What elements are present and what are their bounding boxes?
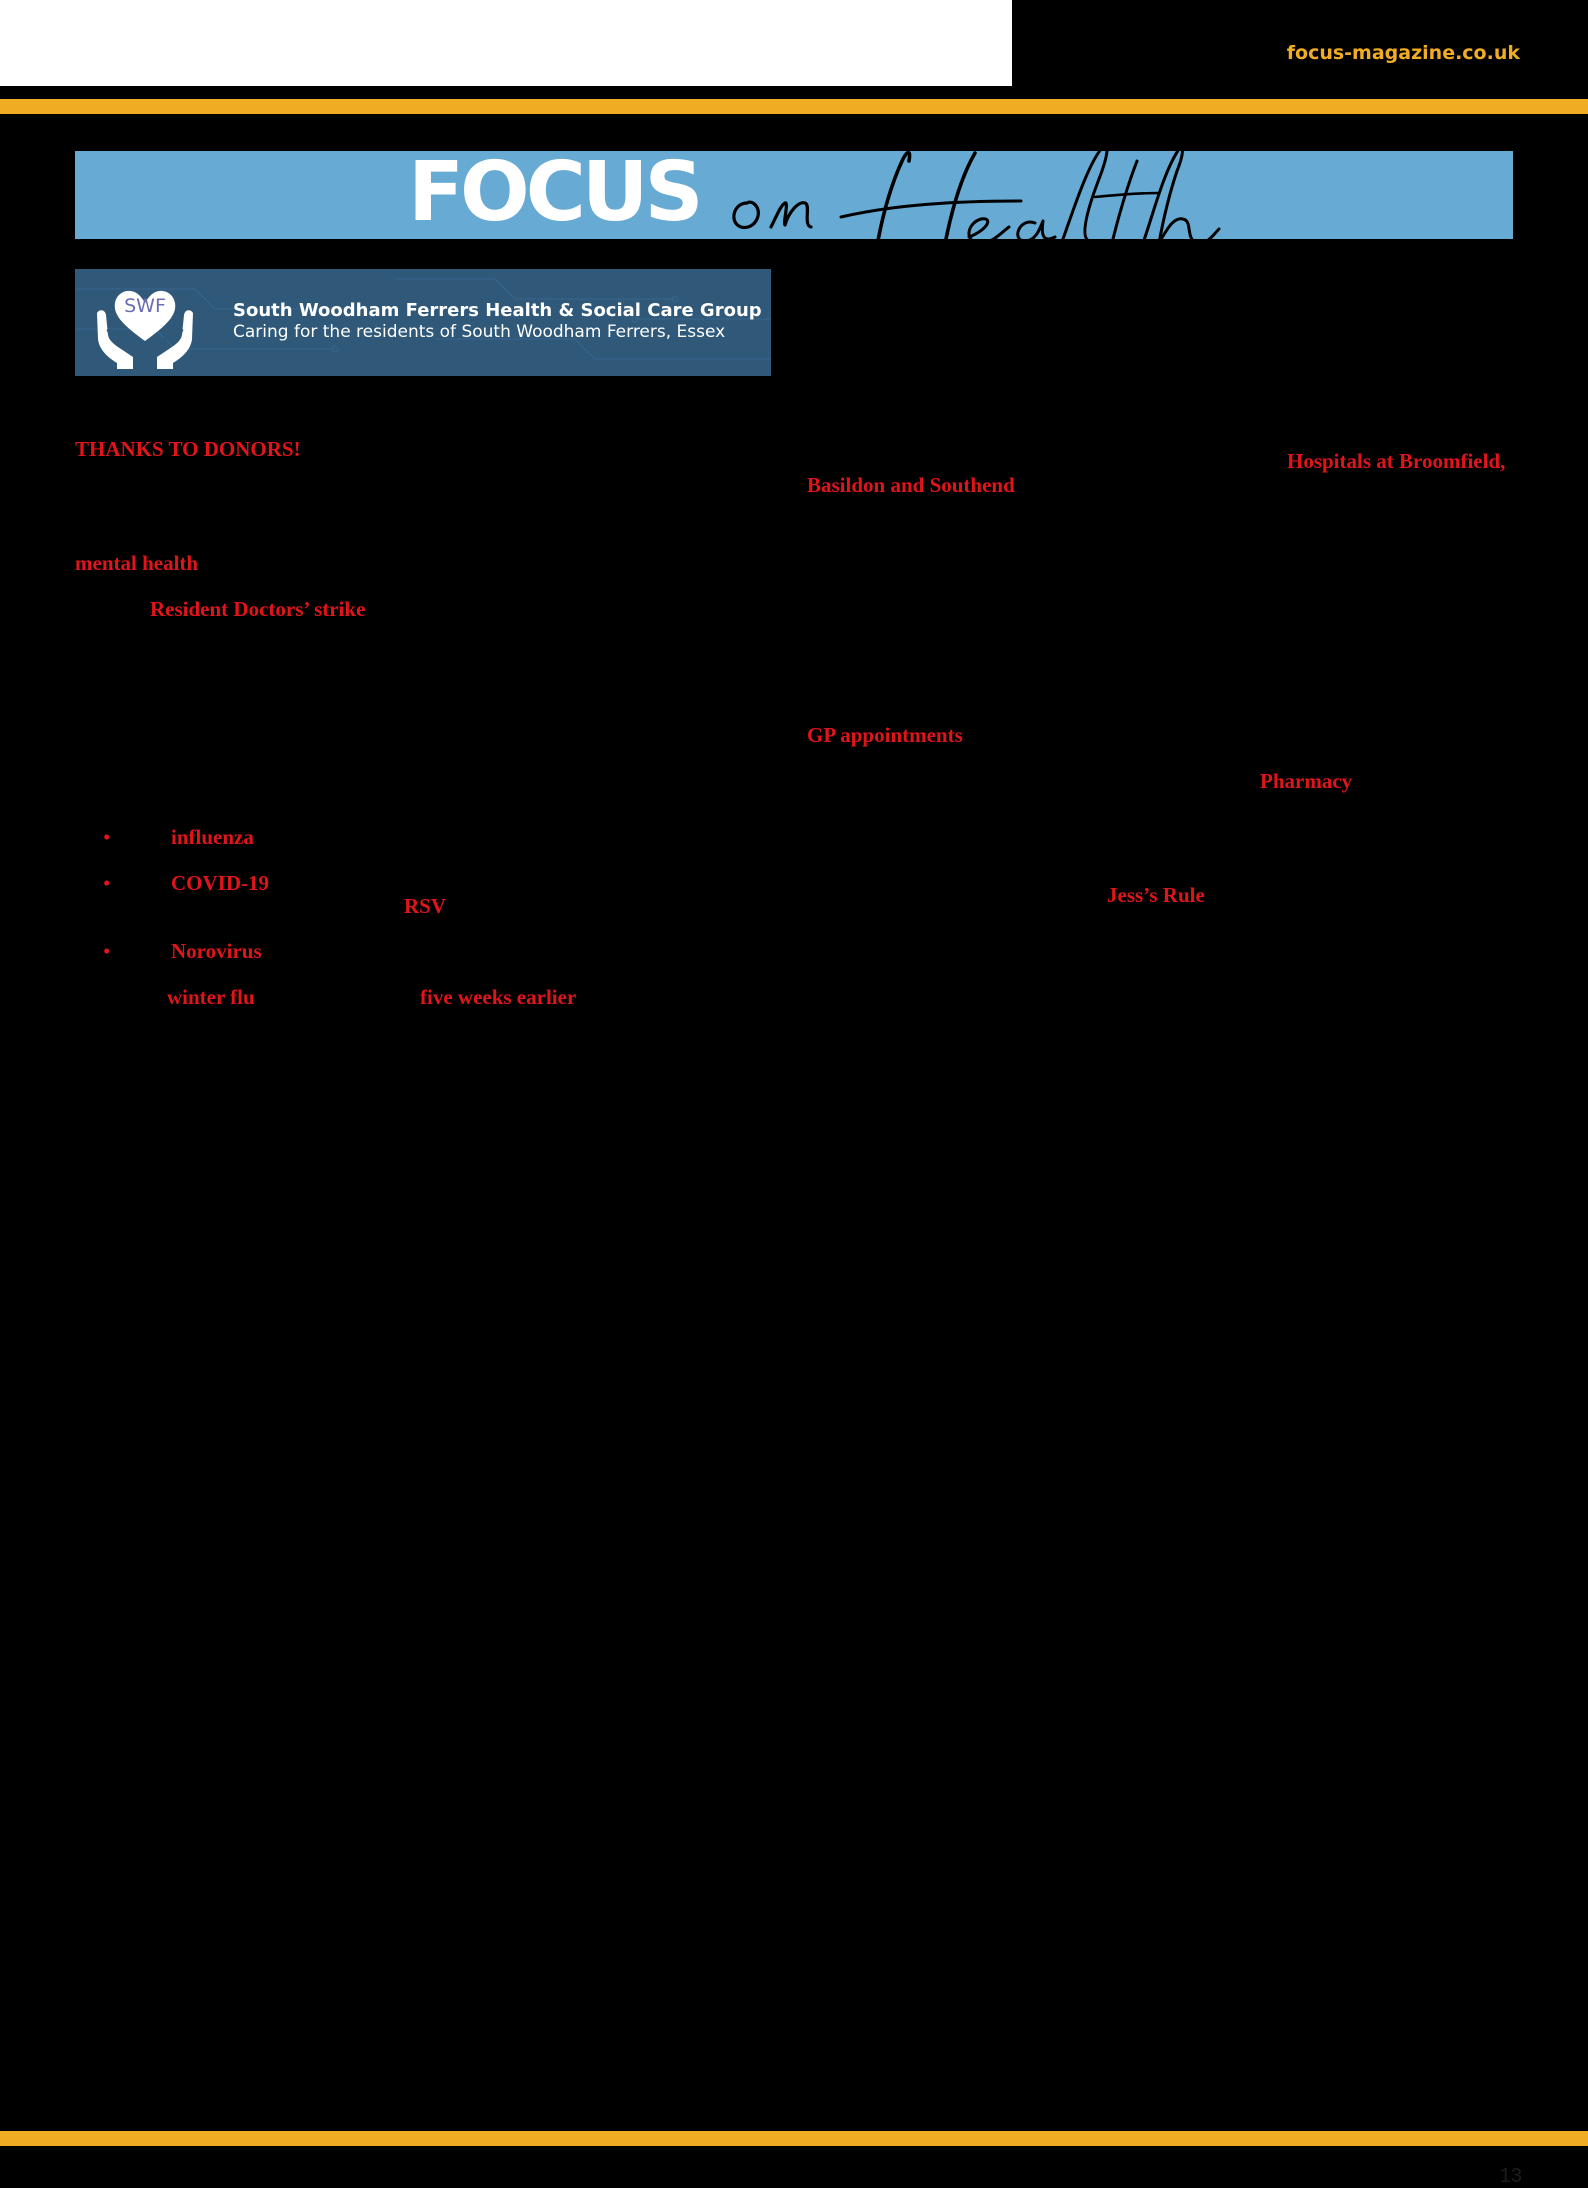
list-item-norovirus: Norovirus (171, 939, 262, 963)
highlight-pharmacy: Pharmacy (1260, 769, 1353, 793)
bottom-gold-rule (0, 2131, 1588, 2146)
swf-initials: SWF (124, 295, 166, 317)
highlight-resident-doctors-strike: Resident Doctors’ strike (150, 597, 366, 621)
highlight-basildon-and-southend: Basildon and Southend (807, 473, 1015, 497)
highlight-hospitals-at-broomfield: Hospitals at Broomfield, (1287, 449, 1506, 473)
banner-focus-word: FOCUS (408, 145, 700, 240)
bullet-marker: • (103, 871, 111, 895)
highlight-jess-rule: Jess’s Rule (1107, 883, 1205, 907)
swf-group-subtitle: Caring for the residents of South Woodham Ferrers, Essex (233, 322, 726, 342)
focus-on-health-banner (75, 145, 1513, 240)
swf-health-group-banner (75, 269, 771, 376)
banner-script-lettering (723, 131, 1243, 266)
swf-group-title: South Woodham Ferrers Health & Social Care Group (233, 300, 762, 321)
highlight-winter-flu: winter flu (167, 985, 255, 1009)
top-gold-rule (0, 99, 1588, 114)
caring-hands-heart-icon (93, 279, 197, 369)
site-url[interactable]: focus-magazine.co.uk (1286, 42, 1520, 64)
list-item-influenza: influenza (171, 825, 254, 849)
bullet-marker: • (103, 825, 111, 849)
highlight-gp-appointments: GP appointments (807, 723, 963, 747)
highlight-rsv: RSV (404, 894, 447, 918)
page-number: 13 (1499, 2165, 1522, 2187)
heading-thanks-to-donors: THANKS TO DONORS! (75, 437, 301, 461)
header-white-box (0, 0, 1012, 86)
highlight-mental-health: mental health (75, 551, 199, 575)
bullet-marker: • (103, 939, 111, 963)
highlight-five-weeks-earlier: five weeks earlier (420, 985, 577, 1009)
list-item-covid-19: COVID-19 (171, 871, 269, 895)
